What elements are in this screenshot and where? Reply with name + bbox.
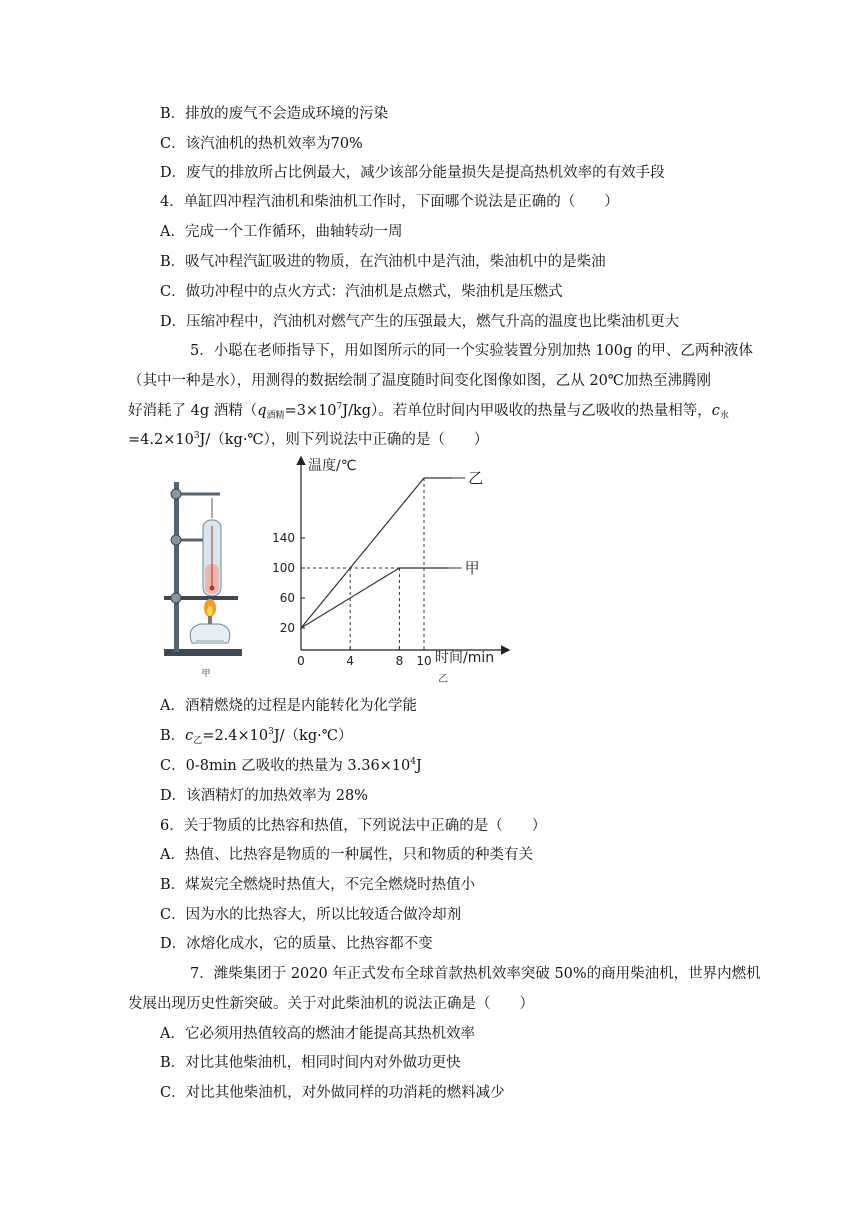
question-5-option-d: D．该酒精灯的加热效率为 28% [160, 788, 368, 804]
option-b-prev: B．排放的废气不会造成环境的污染 [160, 106, 389, 122]
question-7-option-b: B．对比其他柴油机，相同时间内对外做功更快 [160, 1055, 461, 1071]
apparatus-figure [150, 468, 250, 683]
figure-label-left: 甲 [201, 669, 211, 679]
question-6-option-a: A．热值、比热容是物质的一种属性，只和物质的种类有关 [160, 847, 533, 863]
question-7-option-a: A．它必须用热值较高的燃油才能提高其热机效率 [160, 1026, 475, 1042]
option-d-prev: D．废气的排放所占比例最大，减少该部分能量损失是提高热机效率的有效手段 [160, 165, 665, 181]
x-axis-label: 时间/min [435, 650, 495, 666]
question-7-option-c: C．对比其他柴油机，对外做同样的功消耗的燃料减少 [160, 1085, 505, 1101]
question-5-line-4: $=4.2\times 10^3J/(kg\cdot℃)$，则下列说法中正确的是（ ） [128, 431, 489, 448]
option-c-prev: C．该汽油机的热机效率为70% [160, 136, 363, 152]
x-tick-label-4: 4 [346, 654, 355, 668]
series-line-yi [301, 478, 452, 628]
y-tick-label-140: 140 [272, 531, 295, 545]
x-tick-label-0: 0 [297, 654, 305, 668]
question-5-line-1: 5．小聪在老师指导下，用如图所示的同一个实验装置分别加热 100g 的甲、乙两种液体 [190, 343, 753, 359]
question-4-option-c: C．做功冲程中的点火方式：汽油机是点燃式，柴油机是压燃式 [160, 284, 563, 300]
question-6-stem: 6．关于物质的比热容和热值，下列说法中正确的是（ ） [160, 818, 547, 834]
question-6-option-b: B．煤炭完全燃烧时热值大，不完全燃烧时热值小 [160, 877, 476, 893]
question-7-line-2: 发展出现历史性新突破。关于对此柴油机的说法正确是（ ） [128, 996, 534, 1012]
y-tick-label-60: 60 [279, 591, 295, 605]
series-label-yi: 乙 [468, 469, 484, 487]
question-5-option-a: A．酒精燃烧的过程是内能转化为化学能 [160, 698, 417, 714]
stand-rod [174, 482, 179, 652]
question-5-line-3: 好消耗了 4g 酒精$(q_{酒精}=3\times 10^7J/kg)$。若单位时间内甲吸收的热量与乙吸收的热量相等，$c_水$ [128, 402, 729, 421]
question-7-line-1: 7．潍柴集团于 2020 年正式发布全球首款热机效率突破 50%的商用柴油机，世界内燃机 [190, 966, 761, 982]
question-4-option-d: D．压缩冲程中，汽油机对燃气产生的压强最大，燃气升高的温度也比柴油机更大 [160, 314, 680, 330]
question-4-option-b: B．吸气冲程汽缸吸进的物质，在汽油机中是汽油，柴油机中的是柴油 [160, 254, 606, 270]
y-axis-label: 温度/℃ [308, 458, 357, 474]
question-6-option-d: D．冰熔化成水，它的质量、比热容都不变 [160, 936, 433, 952]
question-4-option-a: A．完成一个工作循环，曲轴转动一周 [160, 224, 403, 240]
x-tick-label-10: 10 [416, 654, 432, 668]
figure-label-right: 乙 [438, 674, 448, 685]
question-4-stem: 4．单缸四冲程汽油机和柴油机工作时，下面哪个说法是正确的（ ） [160, 194, 619, 210]
y-tick-label-20: 20 [279, 621, 295, 635]
question-5-option-b: B．$c_乙=2.4\times 10^3J/(kg\cdot℃)$ [160, 727, 353, 746]
temperature-time-chart [260, 450, 520, 690]
series-line-jia [301, 568, 449, 628]
question-6-option-c: C．因为水的比热容大，所以比较适合做冷却剂 [160, 907, 462, 923]
question-5-option-c: C．0-8min 乙吸收的热量为 $3.36\times 10^4J$ [160, 757, 422, 774]
question-5-line-2: （其中一种是水），用测得的数据绘制了温度随时间变化图像如图，乙从 20℃加热至沸腾刚 [128, 373, 712, 389]
series-label-jia: 甲 [464, 559, 480, 577]
x-tick-label-8: 8 [395, 654, 404, 668]
y-tick-label-100: 100 [272, 561, 295, 575]
